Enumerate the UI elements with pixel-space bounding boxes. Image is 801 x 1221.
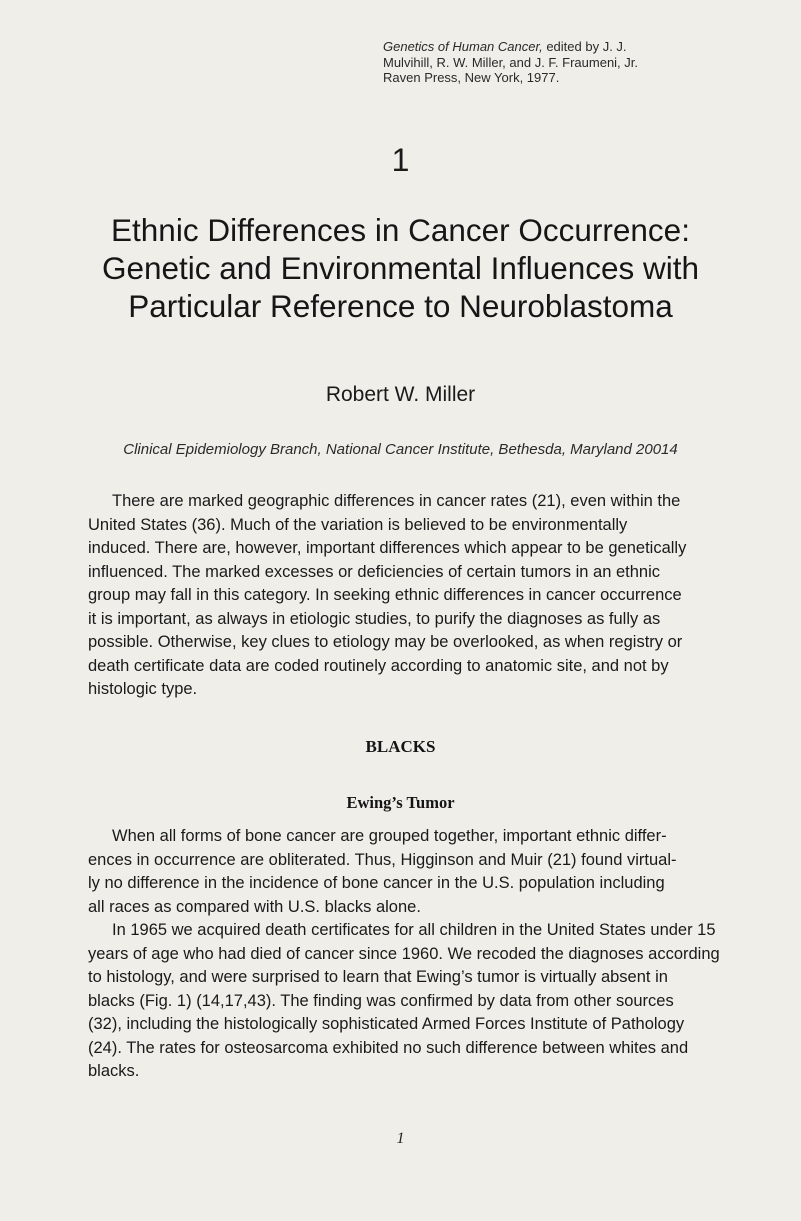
page-number: 1: [396, 1130, 405, 1147]
paragraph-line: to histology, and were surprised to learn that Ewing’s tumor is virtually absent in: [88, 968, 668, 986]
paragraph-line: influenced. The marked excesses or deficiencies of certain tumors in an ethnic: [88, 562, 660, 581]
paragraph-line: ences in occurrence are obliterated. Thus, Higginson and Muir (21) found virtual-: [88, 850, 677, 869]
subsection-heading: Ewing’s Tumor: [346, 793, 455, 812]
paragraph-line: induced. There are, however, important differences which appear to be genetically: [88, 539, 687, 557]
section-heading: BLACKS: [365, 737, 436, 756]
source-editors-start: edited by J. J.: [542, 39, 627, 54]
paragraph-line: blacks.: [88, 1062, 140, 1080]
title-line: Ethnic Differences in Cancer Occurrence:: [111, 212, 690, 248]
paragraph-line: There are marked geographic differences in cancer rates (21), even within the: [112, 492, 681, 510]
source-line-3: Raven Press, New York, 1977.: [383, 70, 560, 85]
source-line-2: Mulvihill, R. W. Miller, and J. F. Fraumeni, Jr.: [383, 54, 639, 70]
paragraph-line: ly no difference in the incidence of bone cancer in the U.S. population including: [88, 874, 665, 892]
paragraph-line: possible. Otherwise, key clues to etiology may be overlooked, as when registry or: [88, 633, 683, 651]
paragraph-line: histologic type.: [88, 680, 198, 698]
author-affiliation: Clinical Epidemiology Branch, National Cancer Institute, Bethesda, Maryland 20014: [123, 441, 678, 458]
ewing-paragraph-2: [88, 919, 722, 1084]
source-line-1: [383, 39, 763, 55]
paragraph-line: death certificate data are coded routinely according to anatomic site, and not by: [88, 656, 669, 675]
source-citation: [383, 39, 763, 86]
ewing-paragraph-1: [88, 825, 722, 919]
title-line: Particular Reference to Neuroblastoma: [128, 288, 673, 324]
intro-paragraph: [88, 490, 722, 702]
chapter-number: 1: [391, 142, 410, 178]
paragraph-line: blacks (Fig. 1) (14,17,43). The finding was confirmed by data from other sources: [88, 991, 674, 1010]
paragraph-line: (32), including the histologically sophisticated Armed Forces Institute of Pathology: [88, 1015, 685, 1033]
paragraph-line: all races as compared with U.S. blacks alone.: [88, 897, 421, 916]
paragraph-line: In 1965 we acquired death certificates for all children in the United States under 15: [112, 921, 716, 939]
author-name: Robert W. Miller: [325, 383, 476, 406]
paragraph-line: United States (36). Much of the variation is believed to be environmentally: [88, 515, 628, 534]
paragraph-line: years of age who had died of cancer since 1960. We recoded the diagnoses according: [88, 944, 720, 963]
chapter-title: [0, 211, 801, 325]
paragraph-line: (24). The rates for osteosarcoma exhibited no such difference between whites and: [88, 1038, 689, 1057]
paragraph-line: it is important, as always in etiologic studies, to purify the diagnoses as fully as: [88, 609, 661, 628]
paragraph-line: group may fall in this category. In seeking ethnic differences in cancer occurrence: [88, 586, 682, 604]
paragraph-line: When all forms of bone cancer are grouped together, important ethnic differ-: [112, 827, 667, 845]
title-line: Genetic and Environmental Influences with: [101, 250, 700, 286]
source-book-title: Genetics of Human Cancer,: [383, 39, 543, 54]
